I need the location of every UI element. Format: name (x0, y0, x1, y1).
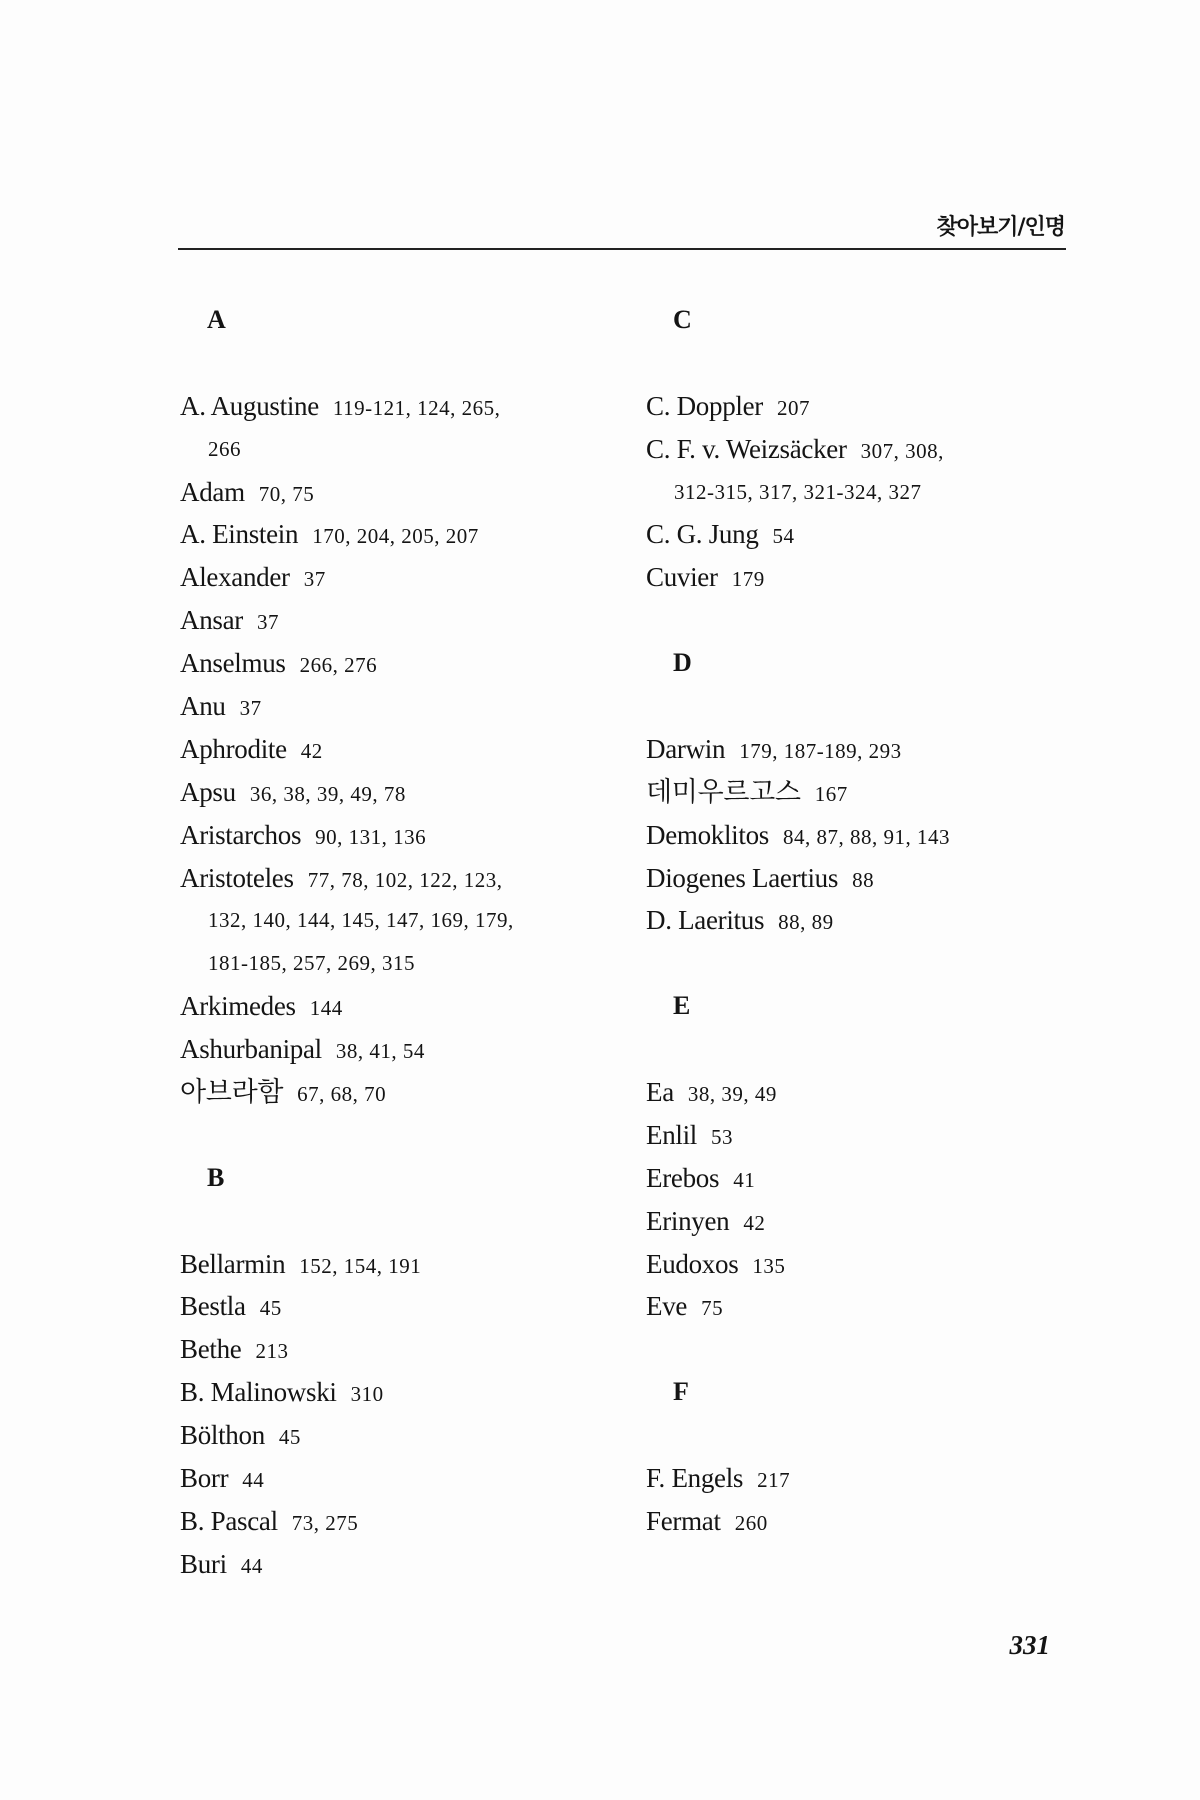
entry-name: Cuvier (646, 562, 718, 593)
entry-pages-continued: 132, 140, 144, 145, 147, 169, 179, (208, 908, 514, 933)
entry-pages: 217 (757, 1468, 791, 1493)
entry-name: Bölthon (180, 1420, 265, 1451)
entry-pages: 45 (278, 1425, 301, 1450)
entry-pages: 135 (752, 1253, 786, 1278)
section-heading: B (207, 1162, 225, 1192)
index-entry (646, 1071, 1096, 1114)
running-head: 찾아보기/인명 (936, 215, 1065, 240)
entry-pages: 38, 39, 49 (687, 1082, 777, 1107)
entry-pages: 73, 275 (291, 1510, 359, 1535)
entry-name: Anu (180, 691, 226, 722)
index-entry (646, 1157, 1096, 1200)
entry-name: 데미우르고스 (646, 776, 801, 807)
entry-name: F. Engels (646, 1463, 744, 1494)
index-entry (180, 1071, 630, 1114)
entry-pages: 44 (240, 1553, 263, 1578)
index-entry (180, 814, 630, 857)
index-entry (646, 385, 1096, 428)
index-entry (646, 1114, 1096, 1157)
entry-pages: 144 (309, 996, 343, 1021)
entry-name: Ansar (180, 605, 243, 636)
entry-name: A. Einstein (180, 519, 299, 550)
entry-name: Fermat (646, 1505, 721, 1536)
index-entry (180, 857, 630, 900)
entry-pages: 37 (256, 610, 279, 635)
section-heading: D (673, 648, 692, 678)
entry-name: C. Doppler (646, 390, 763, 421)
entry-name: Aristarchos (180, 819, 302, 850)
entry-pages: 42 (743, 1210, 766, 1235)
index-entry (180, 1371, 630, 1414)
section-heading: C (673, 305, 692, 334)
index-entry (180, 1328, 630, 1371)
entry-pages: 179, 187-189, 293 (739, 738, 902, 763)
entry-name: C. F. v. Weizsäcker (646, 433, 847, 464)
index-entry (646, 1500, 1096, 1543)
entry-name: B. Malinowski (180, 1377, 337, 1408)
index-entry (646, 1285, 1096, 1328)
index-entry (646, 1200, 1096, 1243)
section-heading: E (673, 991, 691, 1021)
entry-pages-continued: 312-315, 317, 321-324, 327 (674, 479, 922, 504)
entry-pages: 37 (239, 696, 262, 721)
index-entry (180, 771, 630, 814)
entry-pages: 36, 38, 39, 49, 78 (249, 781, 406, 806)
entry-pages: 77, 78, 102, 122, 123, (307, 867, 503, 892)
entry-name: Enlil (646, 1119, 697, 1150)
section-heading: F (673, 1377, 689, 1407)
index-entry (646, 857, 1096, 900)
entry-pages: 67, 68, 70 (297, 1082, 387, 1107)
index-entry (180, 1543, 630, 1586)
entry-name: Adam (180, 476, 245, 507)
entry-name: Demoklitos (646, 819, 769, 850)
page-number: 331 (1009, 1630, 1050, 1660)
index-entry (180, 513, 630, 556)
index-entry (646, 1457, 1096, 1500)
index-entry (180, 1414, 630, 1457)
section-heading: A (207, 305, 226, 334)
entry-pages: 207 (776, 395, 810, 420)
entry-pages: 266, 276 (299, 653, 378, 678)
entry-name: Anselmus (180, 648, 286, 679)
index-entry (180, 985, 630, 1028)
entry-name: Bestla (180, 1291, 246, 1322)
entry-pages: 41 (733, 1167, 756, 1192)
entry-name: Darwin (646, 733, 726, 764)
index-entry (646, 1243, 1096, 1286)
entry-name: A. Augustine (180, 390, 319, 421)
index-entry (180, 599, 630, 642)
entry-pages: 90, 131, 136 (315, 824, 427, 849)
index-entry (180, 1285, 630, 1328)
entry-pages: 54 (772, 524, 795, 549)
entry-name: C. G. Jung (646, 519, 759, 550)
entry-pages: 44 (242, 1468, 265, 1493)
entry-name: Aphrodite (180, 733, 287, 764)
entry-pages: 37 (303, 567, 326, 592)
entry-name: Borr (180, 1463, 229, 1494)
entry-name: Aristoteles (180, 862, 294, 893)
entry-name: Eve (646, 1291, 688, 1322)
entry-name: Alexander (180, 562, 290, 593)
index-entry (180, 728, 630, 771)
entry-pages: 42 (300, 738, 323, 763)
index-entry (646, 513, 1096, 556)
index-entry (180, 1457, 630, 1500)
header-rule (178, 248, 1066, 250)
index-column-right (646, 299, 1096, 1543)
index-entry (646, 771, 1096, 814)
entry-name: Eudoxos (646, 1248, 739, 1279)
entry-pages: 167 (814, 781, 848, 806)
entry-pages: 310 (350, 1382, 384, 1407)
entry-pages: 38, 41, 54 (335, 1039, 425, 1064)
index-entry (180, 1028, 630, 1071)
entry-pages: 88 (852, 867, 875, 892)
entry-name: Erinyen (646, 1205, 730, 1236)
entry-pages: 260 (734, 1510, 768, 1535)
entry-pages: 53 (711, 1124, 733, 1149)
index-entry (180, 471, 630, 514)
index-entry (180, 1500, 630, 1543)
entry-name: Diogenes Laertius (646, 862, 839, 893)
index-entry (646, 899, 1096, 942)
index-entry (180, 642, 630, 685)
entry-pages: 45 (259, 1296, 282, 1321)
entry-pages: 179 (731, 567, 765, 592)
entry-name: Buri (180, 1548, 227, 1579)
entry-name: Bethe (180, 1334, 242, 1365)
index-entry (180, 556, 630, 599)
index-entry (180, 1243, 630, 1286)
entry-name: B. Pascal (180, 1505, 278, 1536)
entry-name: Bellarmin (180, 1248, 286, 1279)
entry-name: Arkimedes (180, 991, 296, 1022)
entry-name: D. Laeritus (646, 905, 765, 936)
index-entry (180, 385, 630, 428)
entry-name: Ashurbanipal (180, 1034, 322, 1065)
entry-name: Erebos (646, 1162, 720, 1193)
index-entry (180, 685, 630, 728)
index-entry (646, 556, 1096, 599)
entry-pages: 213 (255, 1339, 289, 1364)
entry-name: Apsu (180, 776, 236, 807)
entry-pages: 70, 75 (258, 481, 315, 506)
entry-pages: 88, 89 (778, 910, 834, 935)
entry-pages: 84, 87, 88, 91, 143 (783, 824, 950, 849)
entry-pages: 152, 154, 191 (299, 1253, 422, 1278)
index-column-left (180, 299, 630, 1586)
entry-pages-continued: 181-185, 257, 269, 315 (208, 951, 415, 976)
entry-pages-continued: 266 (208, 436, 241, 461)
entry-pages: 170, 204, 205, 207 (312, 524, 479, 549)
entry-pages: 307, 308, (860, 438, 944, 463)
index-entry (646, 428, 1096, 471)
entry-name: 아브라함 (180, 1077, 284, 1108)
entry-name: Ea (646, 1077, 674, 1108)
index-entry (646, 728, 1096, 771)
index-entry (646, 814, 1096, 857)
entry-pages: 119-121, 124, 265, (332, 395, 501, 420)
entry-pages: 75 (701, 1296, 724, 1321)
